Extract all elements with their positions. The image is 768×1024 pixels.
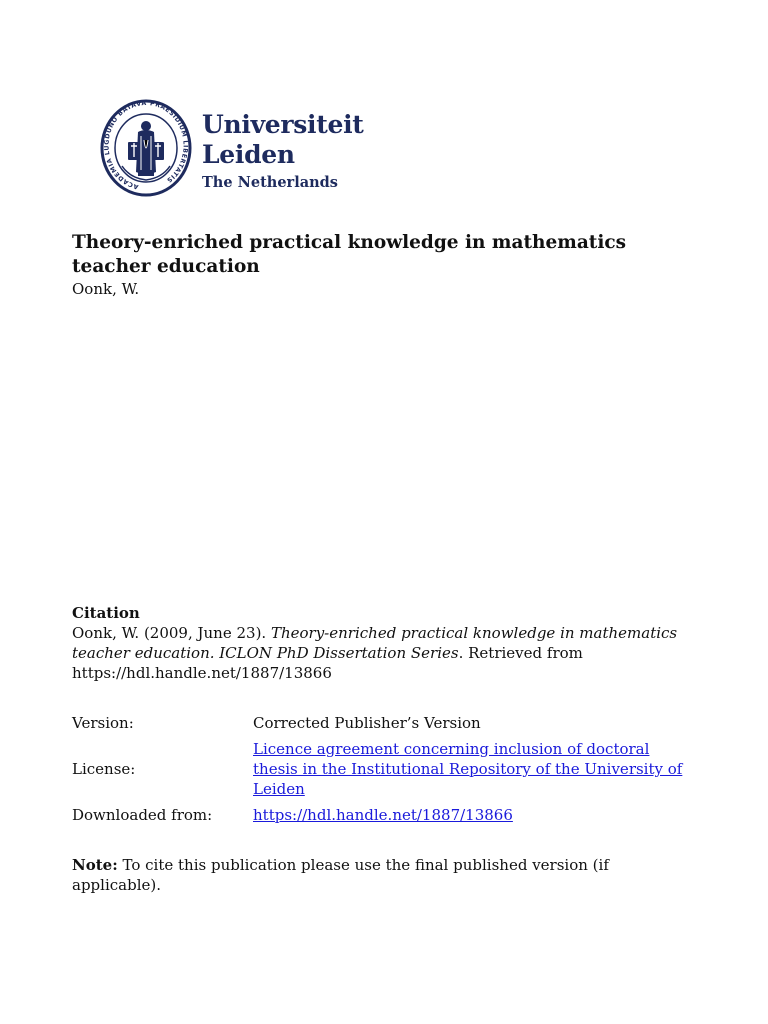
logo-wordmark	[202, 110, 364, 194]
university-logo	[100, 96, 364, 200]
note	[72, 855, 672, 895]
citation-suffix: . Retrieved from https://hdl.handle.net/1887/13866	[72, 644, 583, 682]
downloaded-label: Downloaded from:	[72, 806, 213, 824]
citation-prefix: Oonk, W. (2009, June 23).	[72, 624, 271, 642]
version-value: Corrected Publisher’s Version	[253, 714, 481, 732]
leiden-university-seal-icon	[100, 96, 196, 200]
logo-line-netherlands: The Netherlands	[202, 174, 338, 191]
author: Oonk, W.	[72, 280, 140, 298]
logo-line-universiteit: Universiteit	[202, 110, 364, 139]
note-text: To cite this publication please use the final published version (if applicable).	[72, 856, 609, 894]
citation-italic: Theory-enriched practical knowledge in mathematics teacher education. ICLON PhD Dissertation Series	[72, 624, 678, 662]
note-label: Note:	[72, 856, 118, 874]
license-label: License:	[72, 760, 136, 778]
logo-line-leiden: Leiden	[202, 140, 295, 169]
license-link[interactable]: Licence agreement concerning inclusion of doctoral thesis in the Institutional Repository of the University of Leiden	[253, 740, 683, 798]
handle-link[interactable]: https://hdl.handle.net/1887/13866	[253, 806, 513, 824]
citation-text	[72, 623, 702, 683]
seal-ring-text: ACADEMIA LUGDUNO BATAVA PRAESIDIUM LIBERTATIS	[103, 99, 189, 191]
document-title: Theory-enriched practical knowledge in mathematics teacher education	[72, 232, 627, 277]
downloaded-value	[253, 805, 698, 825]
version-label: Version:	[72, 714, 134, 732]
license-value	[253, 739, 698, 799]
citation-heading: Citation	[72, 604, 140, 622]
